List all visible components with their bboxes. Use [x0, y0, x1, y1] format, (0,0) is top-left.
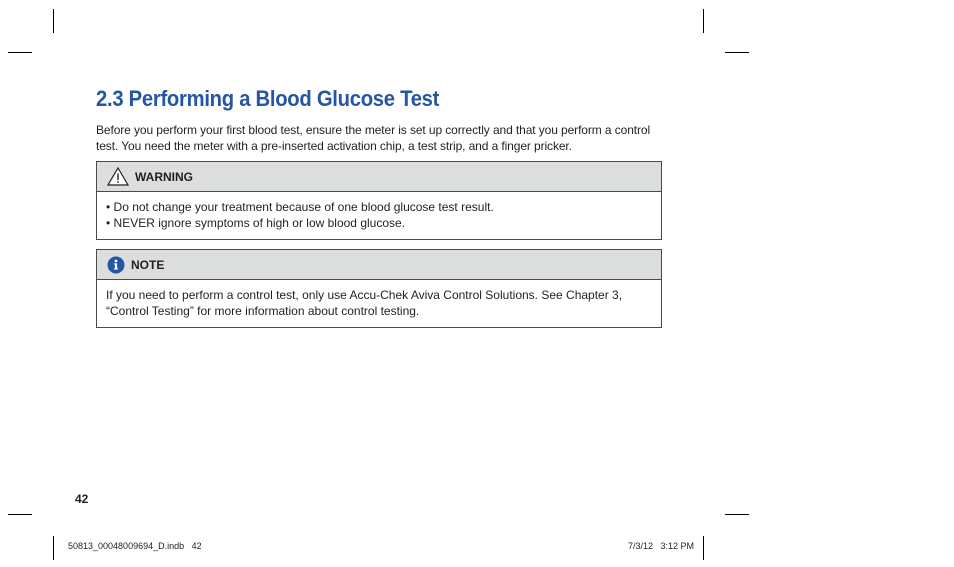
note-header — [97, 250, 661, 280]
intro-paragraph: Before you perform your first blood test, ensure the meter is set up correctly and that you perform a control test. You need the meter with a pre-inserted activation chip, a test strip, and a finger pricker. — [96, 123, 651, 153]
warning-header — [97, 162, 661, 192]
note-label: NOTE — [131, 257, 165, 272]
crop-mark — [725, 52, 749, 53]
slug-date: 7/3/12 3:12 PM — [628, 541, 695, 551]
crop-mark — [725, 514, 749, 515]
page-number: 42 — [75, 492, 89, 506]
crop-mark — [53, 9, 54, 33]
crop-mark — [703, 9, 704, 33]
warning-item: • NEVER ignore symptoms of high or low blood glucose. — [106, 216, 406, 230]
warning-box — [96, 161, 662, 240]
warning-item: • Do not change your treatment because of one blood glucose test result. — [106, 200, 494, 214]
crop-mark — [8, 514, 32, 515]
page-title: 2.3 Performing a Blood Glucose Test — [96, 86, 440, 111]
crop-mark — [703, 536, 704, 560]
note-text: If you need to perform a control test, only use Accu-Chek Aviva Control Solutions. See Chapter 3, “Control Testing” for more information about control testing. — [106, 288, 623, 318]
crop-mark — [8, 52, 32, 53]
note-box — [96, 249, 662, 328]
slug-filename: 50813_00048009694_D.indb 42 — [68, 541, 202, 551]
crop-mark — [53, 536, 54, 560]
warning-label: WARNING — [135, 169, 193, 184]
warning-triangle-icon — [107, 167, 129, 186]
info-icon — [107, 256, 125, 274]
